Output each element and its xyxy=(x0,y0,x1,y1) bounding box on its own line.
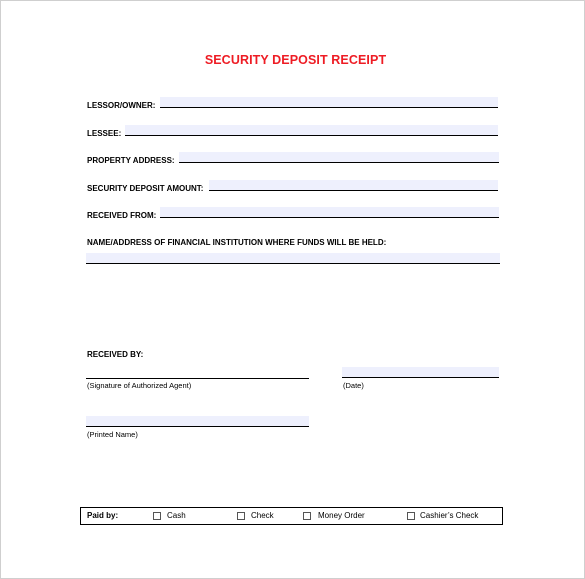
property-address-field[interactable] xyxy=(179,152,499,163)
paid-by-cashiers-check-option[interactable] xyxy=(407,511,478,520)
lessor-owner-label: LESSOR/OWNER: xyxy=(87,101,156,110)
paid-by-cash-option[interactable] xyxy=(153,511,186,520)
received-from-label: RECEIVED FROM: xyxy=(87,211,157,220)
property-address-label: PROPERTY ADDRESS: xyxy=(87,156,175,165)
date-caption: (Date) xyxy=(343,381,364,390)
date-field[interactable] xyxy=(342,367,499,378)
financial-institution-label: NAME/ADDRESS OF FINANCIAL INSTITUTION WHERE FUNDS WILL BE HELD: xyxy=(87,238,387,247)
printed-name-caption: (Printed Name) xyxy=(87,430,138,439)
cashiers-check-option-label: Cashier’s Check xyxy=(420,511,479,520)
paid-by-check-option[interactable] xyxy=(237,511,274,520)
security-deposit-amount-field[interactable] xyxy=(209,180,498,191)
financial-institution-field[interactable] xyxy=(86,253,500,264)
received-by-label: RECEIVED BY: xyxy=(87,350,144,359)
money-order-checkbox[interactable] xyxy=(303,512,311,520)
printed-name-field[interactable] xyxy=(86,416,309,427)
paid-by-box xyxy=(80,507,503,525)
paid-by-label: Paid by: xyxy=(87,511,119,520)
check-option-label: Check xyxy=(251,511,274,520)
lessor-owner-field[interactable] xyxy=(160,97,498,108)
security-deposit-amount-label: SECURITY DEPOSIT AMOUNT: xyxy=(87,184,204,193)
received-from-field[interactable] xyxy=(160,207,499,218)
signature-caption: (Signature of Authorized Agent) xyxy=(87,381,192,390)
paid-by-money-order-option[interactable] xyxy=(303,511,365,520)
cash-checkbox[interactable] xyxy=(153,512,161,520)
money-order-option-label: Money Order xyxy=(318,511,365,520)
lessee-field[interactable] xyxy=(125,125,498,136)
check-checkbox[interactable] xyxy=(237,512,245,520)
cashiers-check-checkbox[interactable] xyxy=(407,512,415,520)
lessee-label: LESSEE: xyxy=(87,129,122,138)
signature-line[interactable] xyxy=(86,368,309,379)
cash-option-label: Cash xyxy=(167,511,186,520)
document-title: SECURITY DEPOSIT RECEIPT xyxy=(204,53,387,67)
